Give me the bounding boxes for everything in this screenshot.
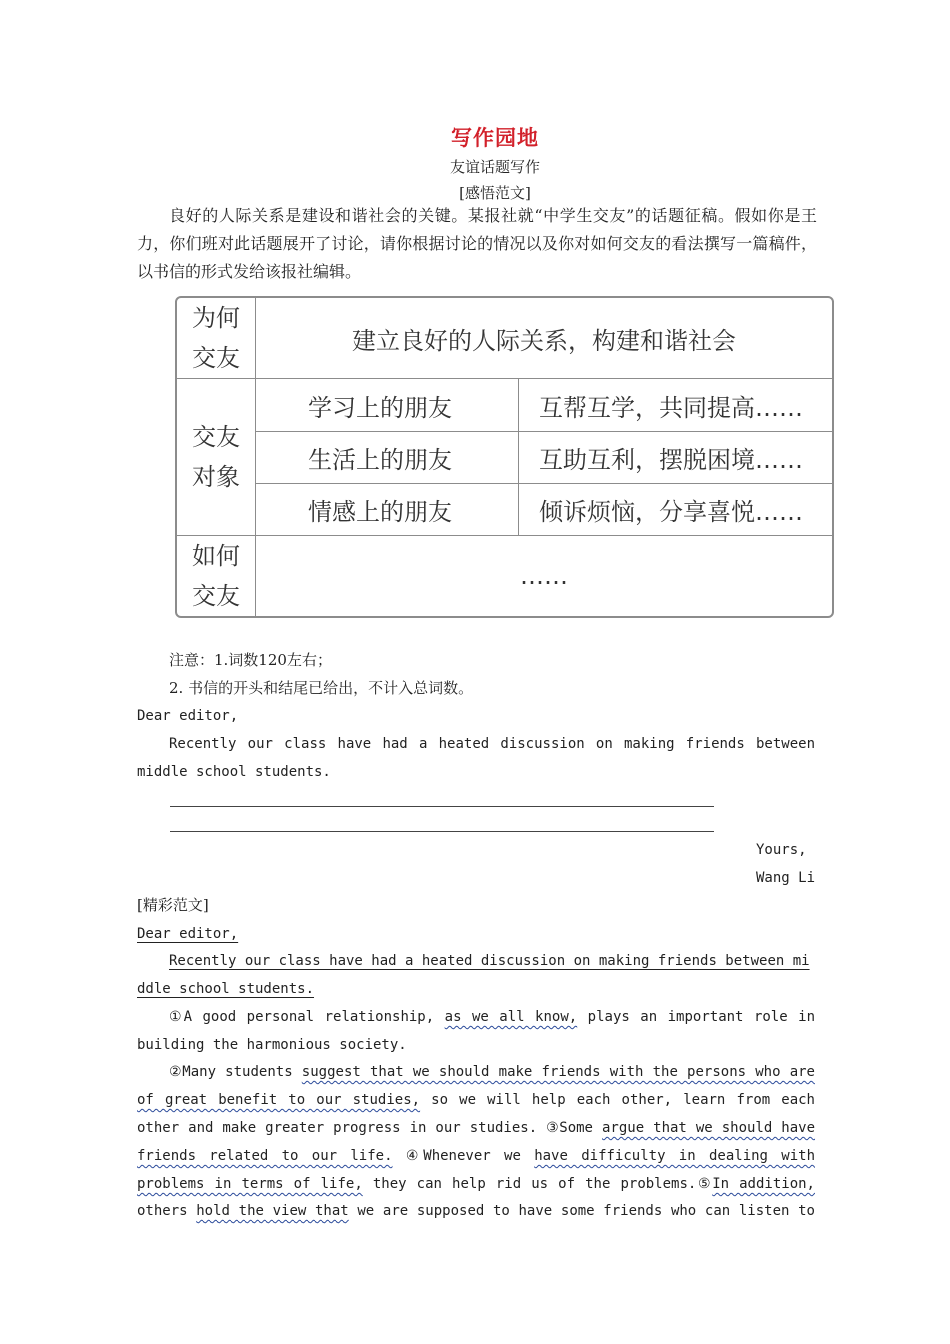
row-header-how: 如何 交友	[177, 536, 256, 616]
note-1: 注意：1.词数120左右；	[169, 651, 332, 669]
why-content: 建立良好的人际关系，构建和谐社会	[256, 298, 832, 379]
model-paragraph1-line1: ①A good personal relationship, as we all know, plays an important role in	[169, 1009, 815, 1025]
phrase-hold-the-view: hold the view that	[196, 1203, 349, 1219]
note-2: 2. 书信的开头和结尾已给出，不计入总词数。	[169, 679, 474, 697]
section-heading-model: [精彩范文]	[137, 896, 209, 914]
friend-desc-study: 互帮互学，共同提高……	[519, 379, 832, 432]
model-paragraph2-line5: problems in terms of life, they can help rid us of the problems.⑤In addition,	[137, 1176, 815, 1192]
answer-line-1	[170, 806, 714, 807]
model-paragraph1-line2: building the harmonious society.	[137, 1037, 407, 1053]
phrase-as-we-all-know: as we all know,	[444, 1009, 578, 1025]
model-paragraph2-line3: other and make greater progress in our studies. ③Some argue that we should have	[137, 1120, 816, 1136]
phrase-in-addition: In addition,	[712, 1176, 815, 1192]
row-header-why: 为何 交友	[177, 298, 256, 379]
phrase-related-to: friends related to our life.	[137, 1148, 393, 1164]
writing-prompt: 良好的人际关系是建设和谐社会的关键。某报社就“中学生交友”的话题征稿。假如你是王力，你们班对此话题展开了讨论，请你根据讨论的情况以及你对如何交友的看法撰写一篇稿件，以书信的形式发给该报社编辑。	[137, 206, 817, 281]
friend-desc-life: 互助互利，摆脱困境……	[519, 432, 832, 484]
friend-desc-emotion: 倾诉烦恼，分享喜悦……	[519, 484, 832, 536]
letter-closing: Yours,	[756, 842, 807, 858]
letter-opening-line2: middle school students.	[137, 764, 331, 780]
answer-line-2	[170, 831, 714, 832]
topic-subtitle: 友谊话题写作	[449, 158, 540, 176]
phrase-have-difficulty: have difficulty in dealing with	[534, 1148, 815, 1164]
friend-type-emotion: 情感上的朋友	[256, 484, 519, 536]
phrase-suggest-that: suggest that we should make friends with the persons who are	[301, 1064, 815, 1080]
phrase-of-great-benefit: of great benefit to our studies,	[137, 1092, 421, 1108]
phrase-in-terms-of: problems in terms of life,	[137, 1176, 363, 1192]
model-intro-line1: Recently our class have had a heated discussion on making friends between mi	[169, 953, 810, 969]
outline-table	[175, 296, 834, 618]
model-paragraph2-line2: of great benefit to our studies, so we will help each other, learn from each	[137, 1092, 815, 1108]
section-heading-appreciation: [感悟范文]	[459, 184, 531, 202]
model-intro-line2: ddle school students.	[137, 981, 315, 997]
letter-opening-line1: Recently our class have had a heated discussion on making friends between	[169, 736, 815, 752]
letter-greeting: Dear editor,	[137, 708, 239, 724]
friend-type-study: 学习上的朋友	[256, 379, 519, 432]
model-paragraph2-line4: friends related to our life. ④Whenever we have difficulty in dealing with	[137, 1148, 815, 1164]
friend-type-life: 生活上的朋友	[256, 432, 519, 484]
model-greeting: Dear editor,	[137, 926, 239, 942]
model-paragraph2-line1: ②Many students suggest that we should make friends with the persons who are	[169, 1064, 815, 1080]
page-title: 写作园地	[451, 125, 539, 150]
row-header-whom: 交友 对象	[177, 379, 256, 536]
how-content: ……	[520, 562, 568, 590]
model-paragraph2-line6: others hold the view that we are supposed to have some friends who can listen to	[137, 1203, 815, 1219]
phrase-argue-that: argue that we should have	[602, 1120, 816, 1136]
letter-signature: Wang Li	[756, 870, 816, 886]
